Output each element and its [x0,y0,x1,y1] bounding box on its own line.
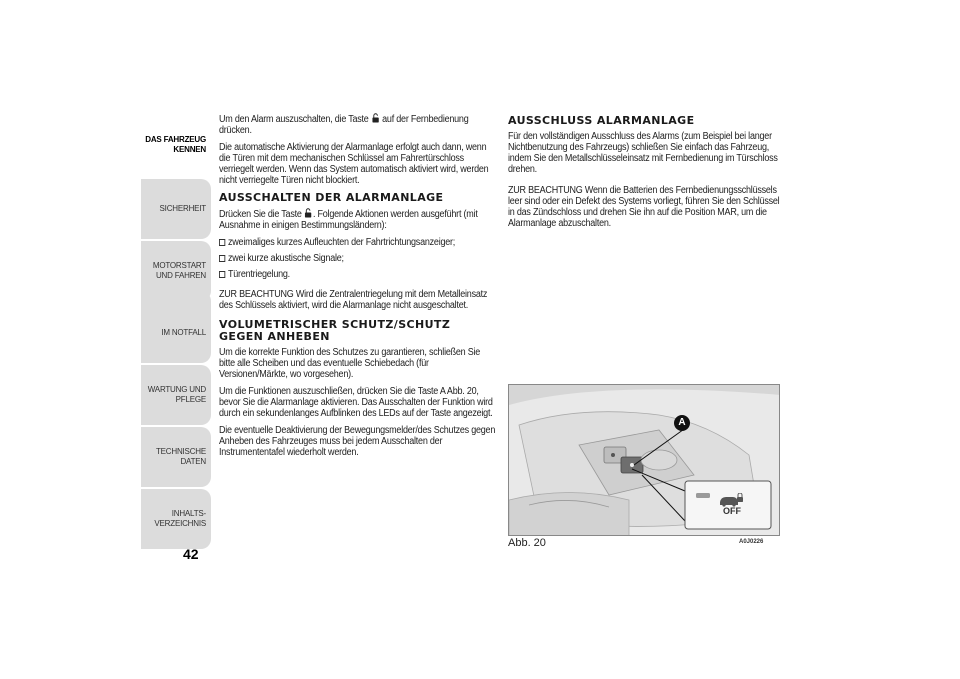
unlock-icon [372,113,379,123]
car-lock-icon [718,493,744,507]
paragraph-alarm-off: Um den Alarm auszuschalten, die Taste auf der Fernbedienung drücken. [219,114,469,136]
heading-volumetrisch: VOLUMETRISCHER SCHUTZ/SCHUTZ GEGEN ANHEBEN [219,318,451,343]
tab-im-notfall[interactable]: IM NOTFALL [141,303,211,363]
checkbox-bullet-icon [219,255,225,262]
figure-alarm-button [508,384,780,536]
alarm-off-button [714,493,750,517]
paragraph-full-exclusion: Für den vollständigen Ausschluss des Alarms (zum Beispiel bei langer Nichtbenutzung des Fahrzeugs) schließen Sie einfach das Fahrzeug, indem Sie den Metallschlüsseleinsatz mit Fernbedienung im Türschloss drehen. [508,131,778,175]
list-item: zwei kurze akustische Signale; [219,253,497,264]
paragraph-close-windows: Um die korrekte Funktion des Schutzes zu garantieren, schließen Sie bitte alle Scheiben und das eventuelle Schiebedach (für Versionen/Märkte, wo vorgesehen). [219,347,481,380]
left-column [219,113,497,464]
tab-technische-daten[interactable]: TECHNISCHE DATEN [141,427,211,487]
note-battery: ZUR BEACHTUNG Wenn die Batterien des Fernbedienungsschlüssels leer sind oder ein Defekt des Systems vorliegt, führen Sie den Schlüssel in das Zündschloss und drehen Sie ihn auf die Position MAR, um die Alarmanlage abzuschalten. [508,185,780,229]
paragraph-press-button: Drücken Sie die Taste . Folgende Aktionen werden ausgeführt (mit Ausnahme in einigen Bestimmungsländern): [219,209,478,231]
chapter-sidebar [141,113,211,545]
page-number: 42 [183,546,199,562]
unlock-icon [305,208,312,218]
right-column [508,113,780,235]
heading-ausschalten: AUSSCHALTEN DER ALARMANLAGE [219,191,444,204]
checkbox-bullet-icon [219,271,225,278]
paragraph-auto-activation: Die automatische Aktivierung der Alarmanlage erfolgt auch dann, wenn die Türen mit dem mechanischen Schlüssel am Fahrertürschloss verriegelt werden. Wenn das System automatisch aktiviert wird, werden nicht verriegelte Türen nicht blockiert. [219,142,489,186]
tab-das-fahrzeug-kennen[interactable]: DAS FAHRZEUG KENNEN [141,113,211,179]
checkbox-bullet-icon [219,239,225,246]
off-label: OFF [723,506,741,516]
tab-inhaltsverzeichnis[interactable]: INHALTS-VERZEICHNIS [141,489,211,549]
list-item: zweimaliges kurzes Aufleuchten der Fahrtrichtungsanzeiger; [219,237,497,248]
list-item: Türentriegelung. [219,269,497,280]
tab-wartung-und-pflege[interactable]: WARTUNG UND PFLEGE [141,365,211,425]
figure-code: A0J0226 [739,539,764,545]
heading-ausschluss: AUSSCHLUSS ALARMANLAGE [508,114,695,127]
paragraph-exclude-functions: Um die Funktionen auszuschließen, drücken Sie die Taste A Abb. 20, bevor Sie die Alarmanlage aktivieren. Das Ausschalten der Funktion wird durch ein sekundenlanges Aufblinken des LEDs auf der Taste angezeigt. [219,386,493,419]
actions-list [219,237,497,280]
note-central-locking: ZUR BEACHTUNG Wird die Zentralentriegelung mit dem Metalleinsatz des Schlüssels aktiviert, wird die Alarmanlage nicht ausgeschaltet. [219,289,488,311]
tab-motorstart-und-fahren[interactable]: MOTORSTART UND FAHREN [141,241,211,301]
tab-sicherheit[interactable]: SICHERHEIT [141,179,211,239]
paragraph-deactivation: Die eventuelle Deaktivierung der Bewegungsmelder/des Schutzes gegen Anheben des Fahrzeuges muss bei jedem Ausschalten der Instrumententafel wiederholt werden. [219,425,496,458]
figure-caption: Abb. 20 [508,537,546,549]
callout-a-marker: A [674,415,690,431]
